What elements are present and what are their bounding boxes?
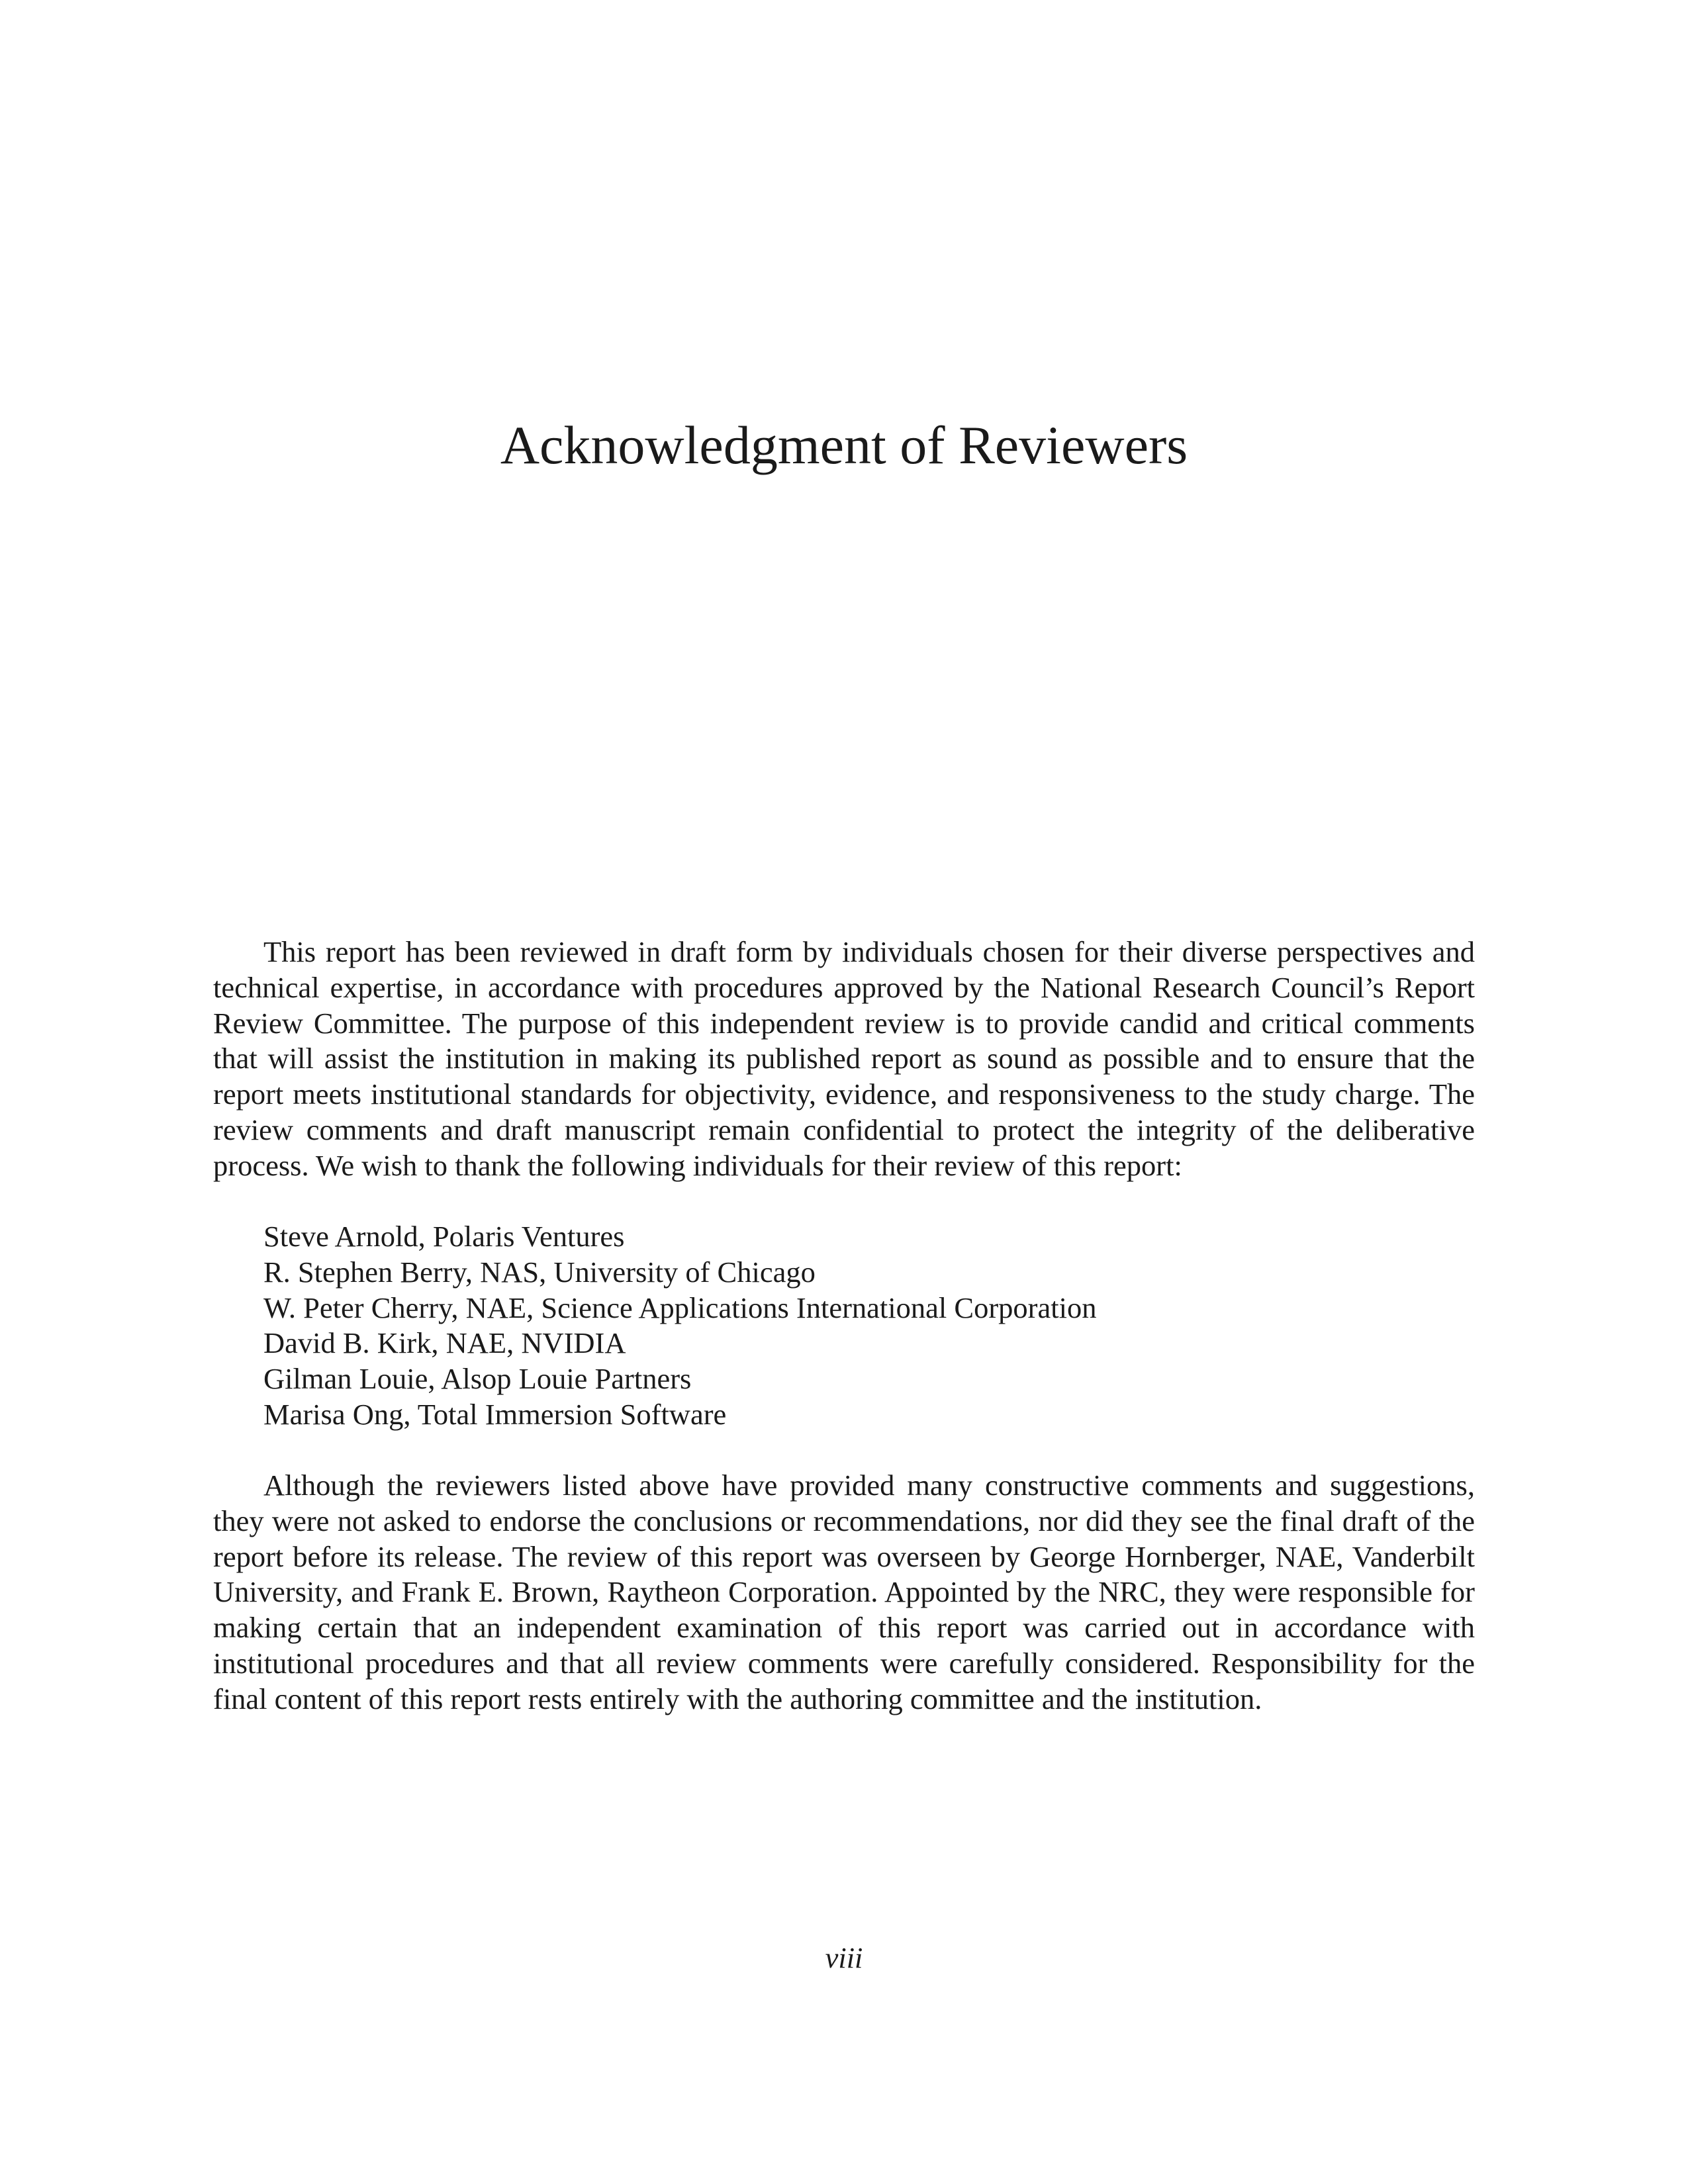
- page-number: viii: [825, 1941, 863, 1974]
- reviewer-item: Gilman Louie, Alsop Louie Partners: [263, 1362, 692, 1396]
- reviewer-list: [263, 1219, 1096, 1433]
- reviewer-item: R. Stephen Berry, NAS, University of Chicago: [263, 1255, 816, 1289]
- closing-paragraph: Although the reviewers listed above have provided many constructive comments and suggestions, they were not asked to endorse the conclusions or recommendations, nor did they see the final draft of the report before its release. The review of this report was overseen by George Hornberger, NAE, Vanderbilt University, and Frank E. Brown, Raytheon Corporation. Appointed by the NRC, they were responsible for making certain that an independent examination of this report was carried out in accordance with institutional procedures and that all review comments were carefully considered. Responsibility for the final content of this report rests entirely with the authoring committee and the institution.: [213, 1469, 1475, 1715]
- page-title: Acknowledgment of Reviewers: [500, 415, 1188, 475]
- reviewer-item: David B. Kirk, NAE, NVIDIA: [263, 1326, 626, 1360]
- intro-paragraph: This report has been reviewed in draft form by individuals chosen for their diverse perspectives and technical expertise, in accordance with procedures approved by the National Research Council’s Report Review Committee. The purpose of this independent review is to provide candid and critical comments that will assist the institution in making its published report as sound as possible and to ensure that the report meets institutional standards for objectivity, evidence, and responsiveness to the study charge. The review comments and draft manuscript remain confidential to protect the integrity of the deliberative process. We wish to thank the following individuals for their review of this report:: [213, 935, 1475, 1182]
- reviewer-item: Steve Arnold, Polaris Ventures: [263, 1220, 625, 1253]
- reviewer-item: W. Peter Cherry, NAE, Science Applications International Corporation: [263, 1291, 1097, 1324]
- reviewer-item: Marisa Ong, Total Immersion Software: [263, 1397, 727, 1431]
